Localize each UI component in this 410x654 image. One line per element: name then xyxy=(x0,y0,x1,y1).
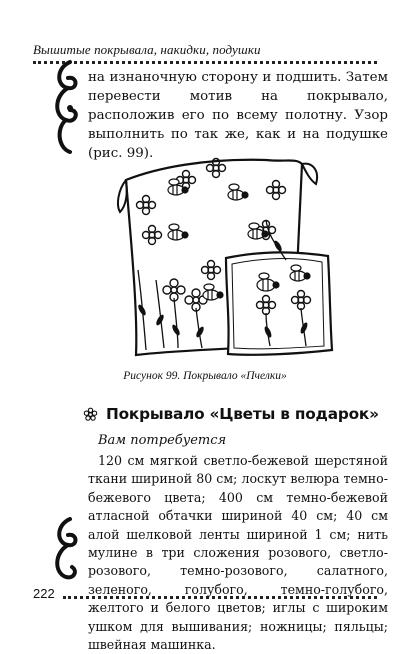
scroll-ornament-icon xyxy=(50,515,84,583)
footer-dotted-rule xyxy=(63,596,377,599)
intro-paragraph: на изнаночную сторону и подшить. Затем перевести мотив на покрывало, расположив его по всему полотну. Узор выполнить по так же, как и на подушке (рис. 99). xyxy=(88,70,388,161)
section-title: Покрывало «Цветы в подарок» xyxy=(106,405,379,423)
section-heading xyxy=(83,405,393,423)
bee-bedspread-illustration xyxy=(116,150,342,365)
requirements-paragraph: 120 см мягкой светло-бежевой шерстяной ткани шириной 80 см; лоскут велюра темно-бежевого цвета; 400 см темно-бежевой атласной обтачки шириной 40 см; 40 см алой шелковой ленты шириной 1 см; нить мулине в три сложения розового, светло-розового, темно-розового, салатного, зеленого, голубого, темно-голубого, желтого и белого цветов; иглы с широким ушком для вышивания; ножницы; пяльцы; швейная машинка. xyxy=(88,453,388,653)
header-dotted-rule xyxy=(33,61,377,64)
figure-caption: Рисунок 99. Покрывало «Пчелки» xyxy=(123,370,287,382)
requirements-heading: Вам потребуется xyxy=(98,433,227,448)
scroll-ornament-icon xyxy=(50,58,84,158)
page-number: 222 xyxy=(33,586,55,601)
flower-bullet-icon xyxy=(83,407,98,422)
running-head: Вышитые покрывала, накидки, подушки xyxy=(33,42,261,57)
